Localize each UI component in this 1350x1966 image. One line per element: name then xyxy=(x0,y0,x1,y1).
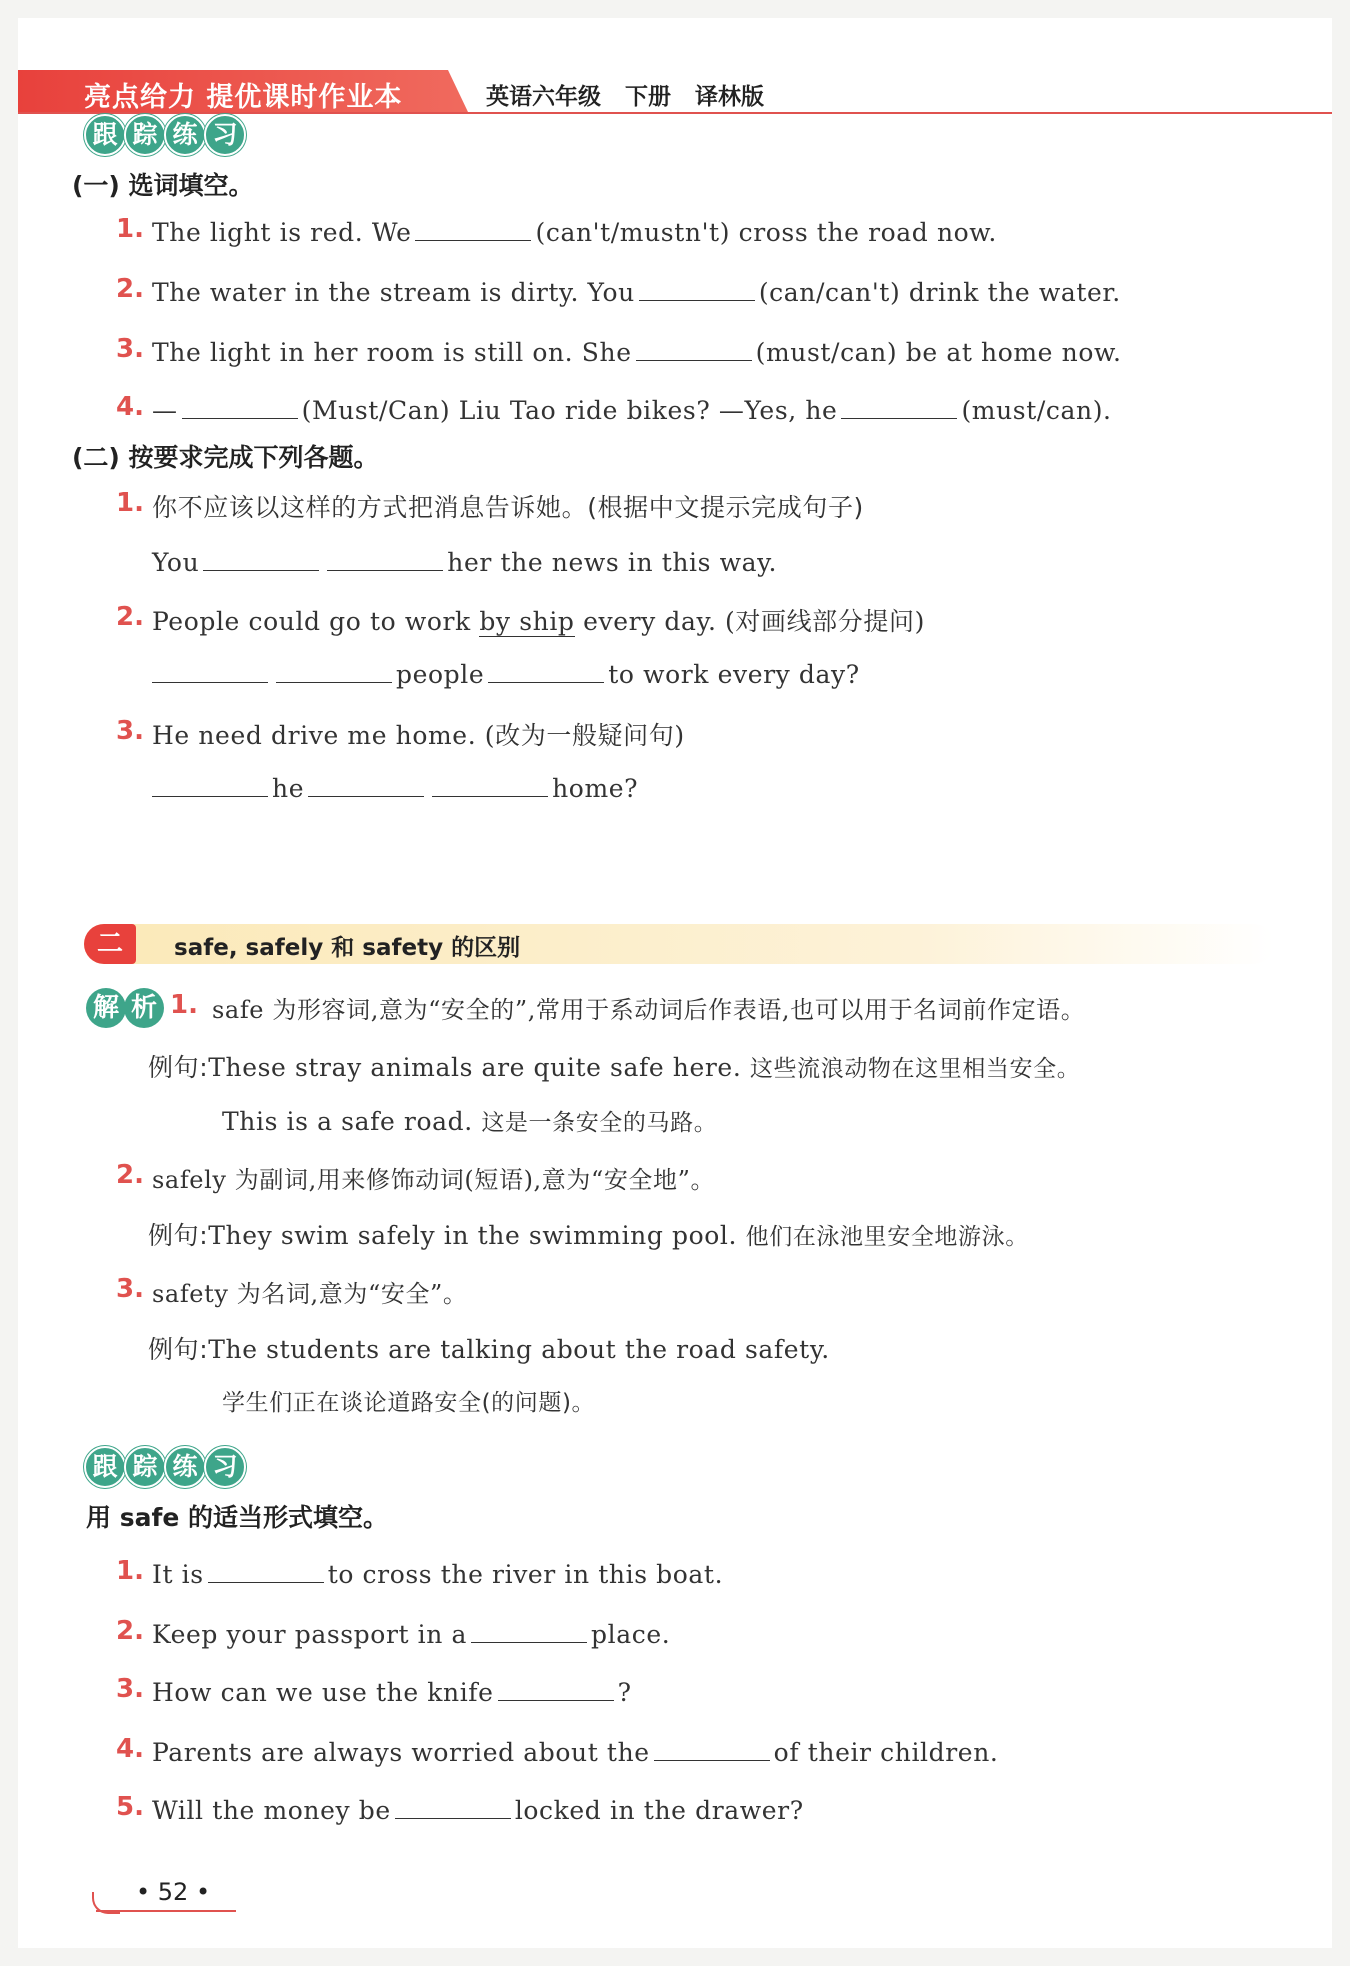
example-line xyxy=(148,1048,1080,1084)
example-line xyxy=(148,1216,1029,1252)
exercise-line xyxy=(152,1792,804,1825)
page-number xyxy=(96,1878,236,1912)
answer-blank[interactable] xyxy=(471,1616,587,1643)
exercise-text: The water in the stream is dirty. You xyxy=(152,278,635,307)
answer-blank[interactable] xyxy=(308,770,424,797)
exercise-text: home? xyxy=(552,774,639,803)
exercise-text: — xyxy=(152,396,178,425)
badge-char: 解 xyxy=(86,988,126,1028)
analysis-text: safety 为名词,意为“安全”。 xyxy=(152,1280,468,1308)
badge-char: 跟 xyxy=(84,1446,126,1488)
analysis-text: safe 为形容词,意为“安全的”,常用于系动词后作表语,也可以用于名词前作定语。 xyxy=(212,996,1086,1024)
header-subtitle: 英语六年级 下册 译林版 xyxy=(486,84,765,110)
answer-blank[interactable] xyxy=(498,1674,614,1701)
analysis-text: safely 为副词,用来修饰动词(短语),意为“安全地”。 xyxy=(152,1166,716,1194)
page-number-text: • 52 • xyxy=(136,1878,211,1906)
answer-blank[interactable] xyxy=(203,544,319,571)
exercise-text: (can't/mustn't) cross the road now. xyxy=(535,218,997,247)
exercise-line xyxy=(152,392,1112,425)
item-number: 3. xyxy=(116,716,144,746)
exercise-text: people xyxy=(396,660,485,689)
practice-badge xyxy=(84,114,244,156)
exercise-line xyxy=(152,1734,998,1767)
example-zh: 这是一条安全的马路。 xyxy=(481,1110,718,1136)
exercise-text: It is xyxy=(152,1560,204,1589)
exercise-line xyxy=(152,1674,632,1707)
exercise-text: (can/can't) drink the water. xyxy=(758,278,1121,307)
page-number-rule xyxy=(96,1910,236,1912)
badge-char: 习 xyxy=(204,1446,246,1488)
answer-blank[interactable] xyxy=(276,656,392,683)
item-number: 4. xyxy=(116,1734,144,1764)
badge-char: 踪 xyxy=(124,114,166,156)
example-zh: 学生们正在谈论道路安全(的问题)。 xyxy=(222,1390,596,1416)
exercise-text: Keep your passport in a xyxy=(152,1620,468,1649)
exercise-line xyxy=(152,274,1121,307)
example-en: They swim safely in the swimming pool. xyxy=(208,1221,738,1250)
exercise-text: to work every day? xyxy=(608,660,860,689)
exercise-text: (must/can). xyxy=(961,396,1112,425)
item-number: 1. xyxy=(116,214,144,244)
answer-line xyxy=(152,544,777,577)
answer-line xyxy=(148,770,638,803)
answer-blank[interactable] xyxy=(432,770,548,797)
exercise-text: The light in her room is still on. She xyxy=(152,338,632,367)
answer-blank[interactable] xyxy=(208,1556,324,1583)
answer-blank[interactable] xyxy=(152,770,268,797)
header-title: 亮点给力 提优课时作业本 xyxy=(84,82,403,113)
example-line xyxy=(148,1330,830,1366)
point-title: safe, safely 和 safety 的区别 xyxy=(174,935,521,961)
example-zh: 他们在泳池里安全地游泳。 xyxy=(745,1224,1029,1250)
exercise-text: ? xyxy=(617,1678,632,1707)
answer-blank[interactable] xyxy=(327,544,443,571)
item-number: 3. xyxy=(116,334,144,364)
exercise-text: he xyxy=(272,774,305,803)
item-number: 3. xyxy=(116,1674,144,1704)
exercise-text: place. xyxy=(591,1620,671,1649)
exercise-line xyxy=(152,1616,670,1649)
badge-char: 跟 xyxy=(84,114,126,156)
workbook-page xyxy=(18,18,1332,1948)
knowledge-point-bar xyxy=(84,924,1274,964)
exercise-text: (must/can) be at home now. xyxy=(755,338,1122,367)
example-en: These stray animals are quite safe here. xyxy=(208,1053,742,1082)
exercise-text: (Must/Can) Liu Tao ride bikes? —Yes, he xyxy=(301,396,838,425)
example-label: 例句: xyxy=(148,1335,209,1364)
underlined-phrase: by ship xyxy=(479,607,575,636)
example-en: This is a safe road. xyxy=(222,1107,473,1136)
exercise-text: of their children. xyxy=(773,1738,999,1767)
exercise-line xyxy=(152,214,997,247)
badge-char: 练 xyxy=(164,114,206,156)
question-text: He need drive me home. (改为一般疑问句) xyxy=(152,721,685,750)
example-line xyxy=(222,1104,717,1137)
answer-blank[interactable] xyxy=(415,214,531,241)
answer-blank[interactable] xyxy=(395,1792,511,1819)
question-text: People could go to work xyxy=(152,607,471,636)
page-header xyxy=(18,70,1332,114)
question-text: every day. (对画线部分提问) xyxy=(583,607,925,636)
item-number: 2. xyxy=(116,274,144,304)
analysis-badge xyxy=(86,988,162,1028)
practice-badge xyxy=(84,1446,244,1488)
item-number: 4. xyxy=(116,392,144,422)
example-zh: 这些流浪动物在这里相当安全。 xyxy=(749,1056,1081,1082)
answer-blank[interactable] xyxy=(639,274,755,301)
answer-blank[interactable] xyxy=(636,334,752,361)
question-line xyxy=(152,602,925,638)
item-number: 1. xyxy=(116,488,144,518)
exercise-text: You xyxy=(152,548,200,577)
part2-heading: (二) 按要求完成下列各题。 xyxy=(72,443,379,472)
exercise-text: Parents are always worried about the xyxy=(152,1738,650,1767)
question-text: 你不应该以这样的方式把消息告诉她。(根据中文提示完成句子) xyxy=(152,493,864,522)
item-number: 3. xyxy=(116,1274,144,1304)
item-number: 1. xyxy=(170,990,198,1020)
answer-line xyxy=(148,656,860,689)
point-number: 二 xyxy=(84,924,136,964)
part1-heading: (一) 选词填空。 xyxy=(72,171,254,200)
answer-blank[interactable] xyxy=(654,1734,770,1761)
part3-heading: 用 safe 的适当形式填空。 xyxy=(86,1503,388,1532)
badge-char: 踪 xyxy=(124,1446,166,1488)
exercise-text: The light is red. We xyxy=(152,218,412,247)
item-number: 1. xyxy=(116,1556,144,1586)
answer-blank[interactable] xyxy=(488,656,604,683)
exercise-line xyxy=(152,334,1122,367)
exercise-text: to cross the river in this boat. xyxy=(327,1560,724,1589)
item-number: 5. xyxy=(116,1792,144,1822)
badge-char: 析 xyxy=(124,988,164,1028)
exercise-line xyxy=(152,1556,723,1589)
item-number: 2. xyxy=(116,1160,144,1190)
badge-char: 习 xyxy=(204,114,246,156)
exercise-text: How can we use the knife xyxy=(152,1678,494,1707)
answer-blank[interactable] xyxy=(841,392,957,419)
exercise-text: Will the money be xyxy=(152,1796,391,1825)
example-en: The students are talking about the road safety. xyxy=(208,1335,830,1364)
example-label: 例句: xyxy=(148,1221,209,1250)
badge-char: 练 xyxy=(164,1446,206,1488)
item-number: 2. xyxy=(116,602,144,632)
exercise-text: locked in the drawer? xyxy=(514,1796,804,1825)
example-label: 例句: xyxy=(148,1053,209,1082)
answer-blank[interactable] xyxy=(182,392,298,419)
item-number: 2. xyxy=(116,1616,144,1646)
answer-blank[interactable] xyxy=(152,656,268,683)
exercise-text: her the news in this way. xyxy=(447,548,778,577)
